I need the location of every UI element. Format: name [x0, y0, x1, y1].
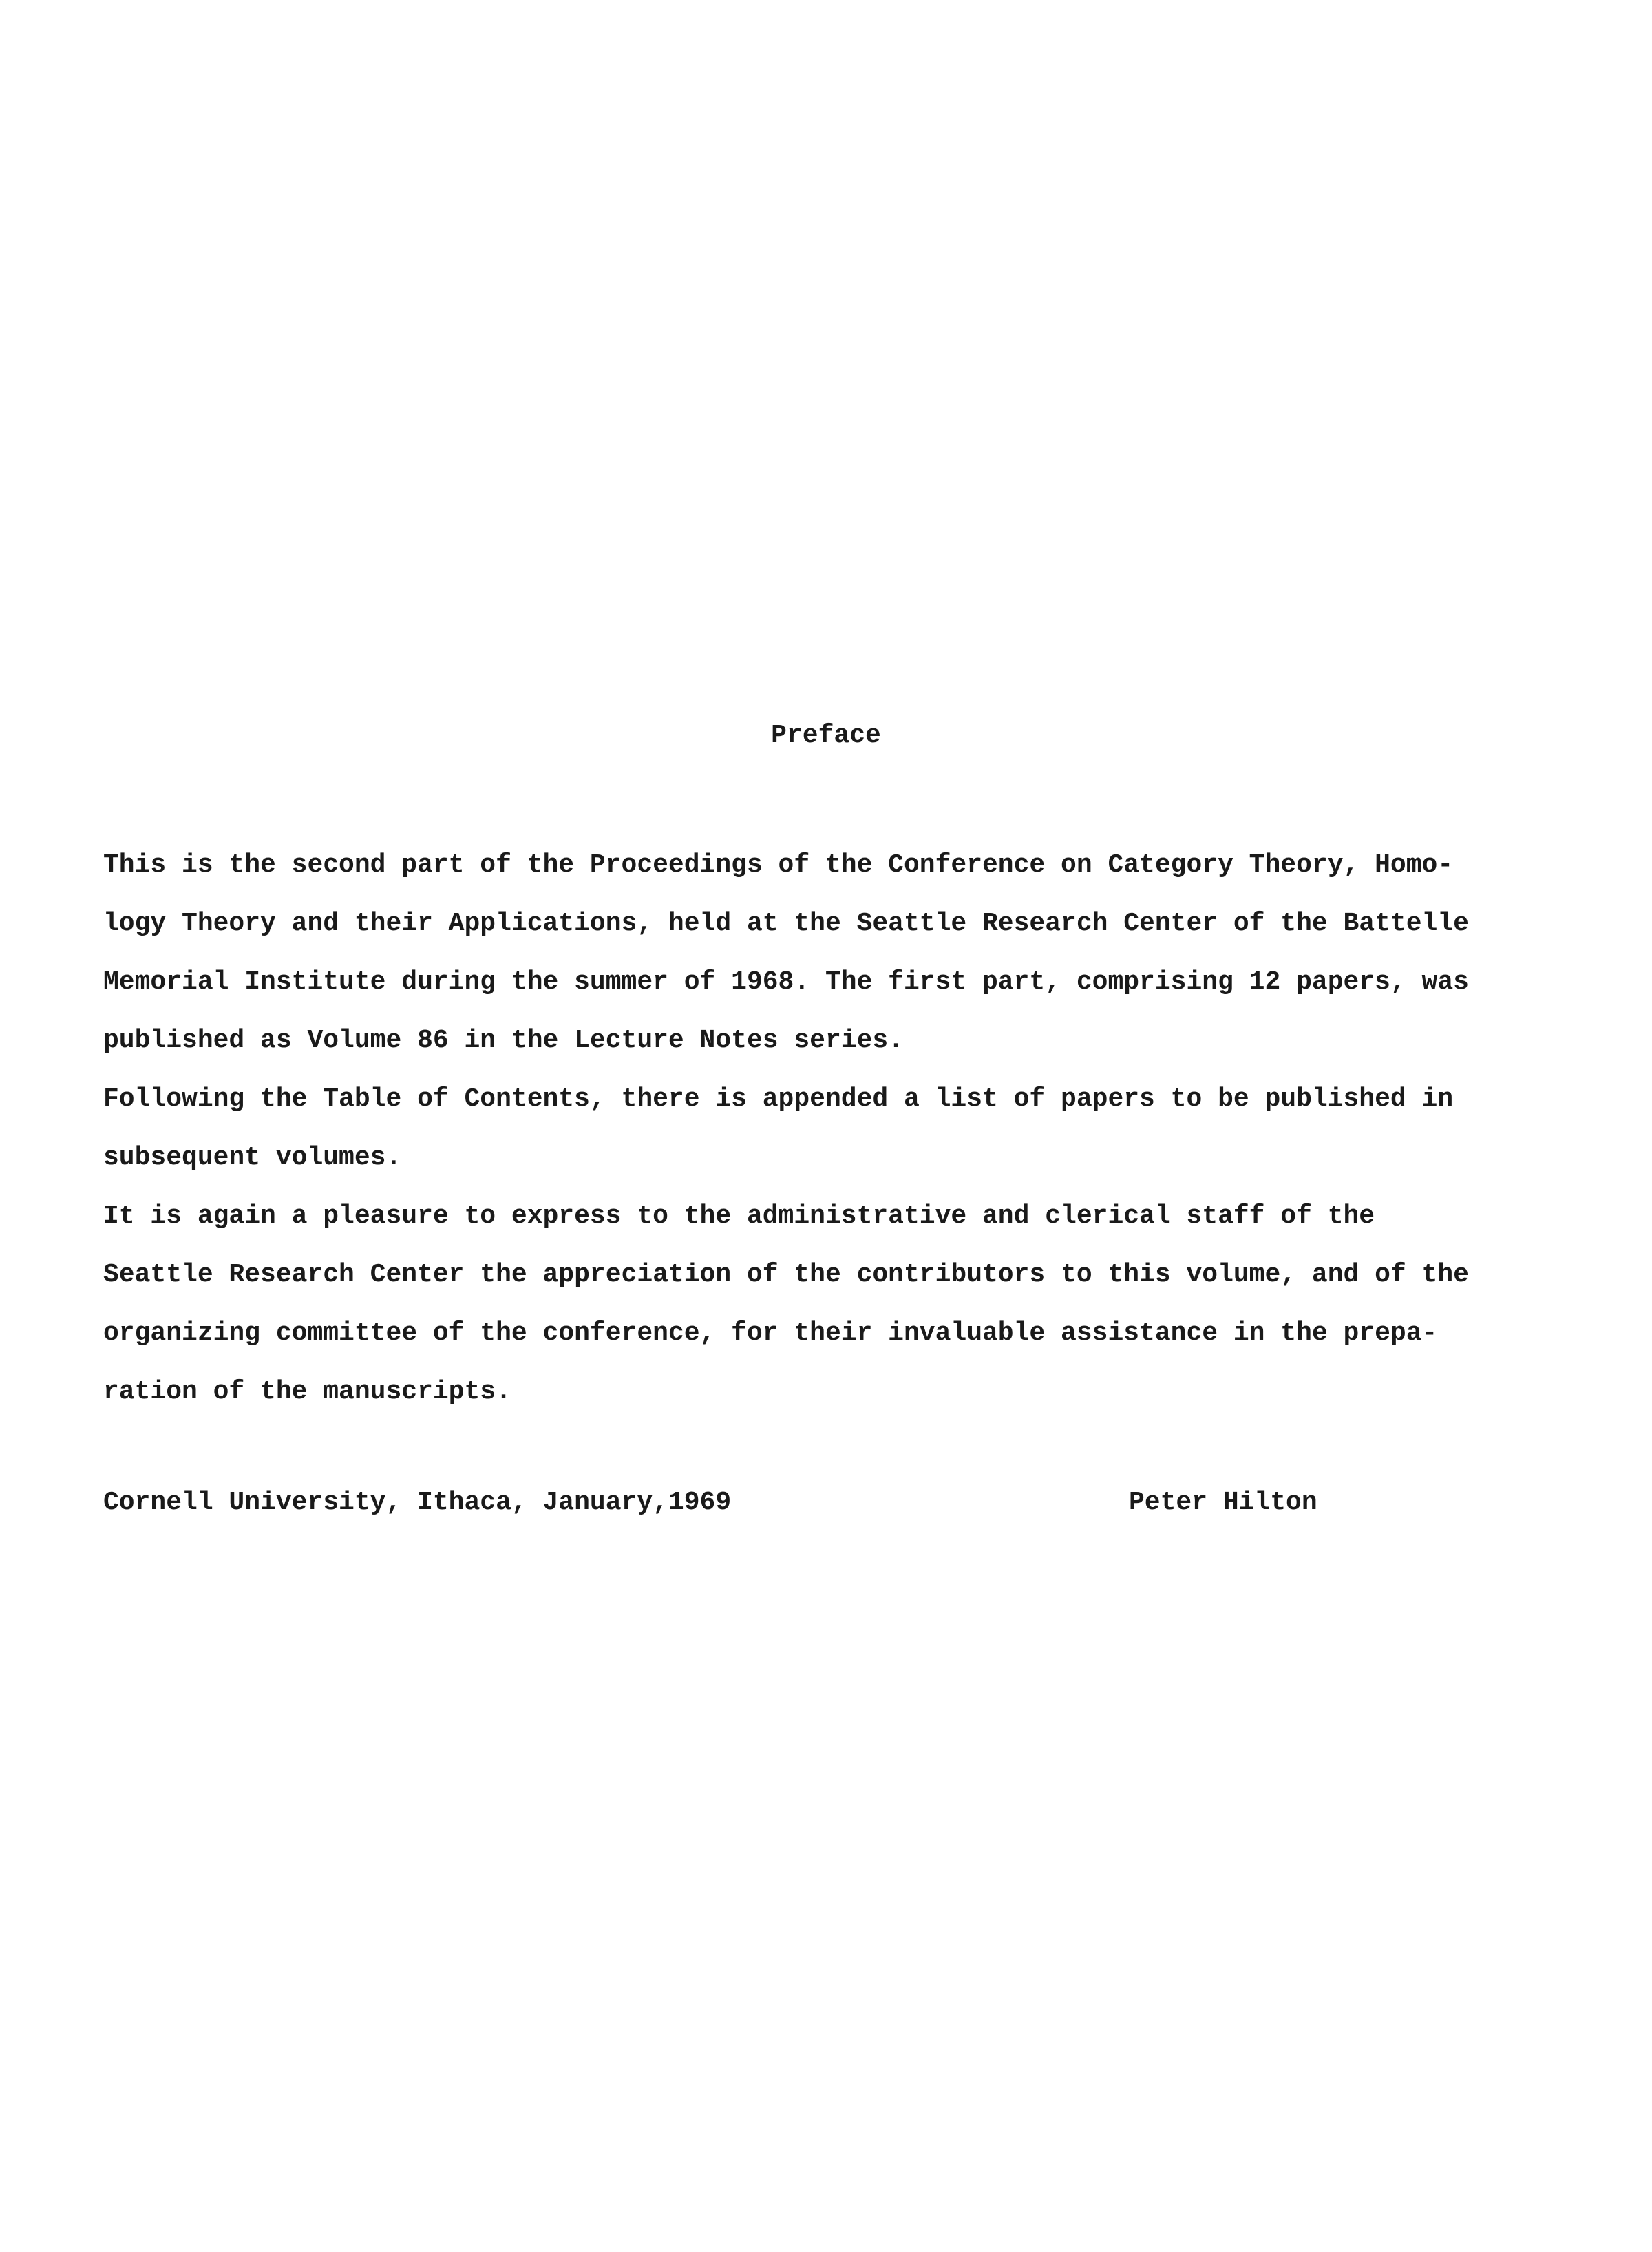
body-line: It is again a pleasure to express to the administrative and clerical staff of the: [103, 1201, 1375, 1231]
body-line: ration of the manuscripts.: [103, 1377, 511, 1407]
body-line: Memorial Institute during the summer of 1968. The first part, comprising 12 papers, was: [103, 967, 1469, 997]
body-line: This is the second part of the Proceedings of the Conference on Category Theory, Homo-: [103, 850, 1454, 880]
preface-body: [103, 836, 1569, 1421]
body-line: Seattle Research Center the appreciation of the contributors to this volume, and of the: [103, 1260, 1469, 1290]
place-date: Cornell University, Ithaca, January,1969: [103, 1488, 732, 1517]
body-line: published as Volume 86 in the Lecture Notes series.: [103, 1026, 904, 1055]
body-line: logy Theory and their Applications, held at the Seattle Research Center of the Battelle: [103, 909, 1469, 938]
body-line: Following the Table of Contents, there is appended a list of papers to be published in: [103, 1084, 1454, 1114]
body-line: subsequent volumes.: [103, 1143, 402, 1172]
page-title: Preface: [771, 721, 881, 750]
body-line: organizing committee of the conference, for their invaluable assistance in the prepa-: [103, 1318, 1438, 1348]
author-name: Peter Hilton: [1129, 1488, 1317, 1517]
